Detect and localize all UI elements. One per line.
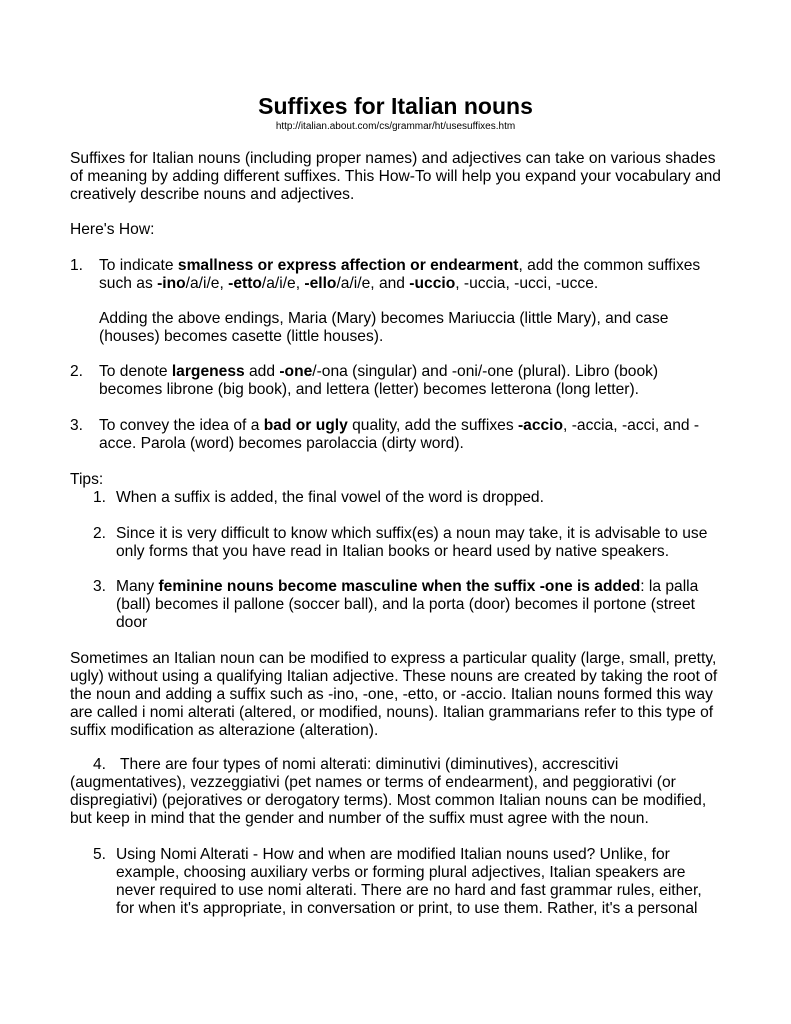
item-number: 4. [93,756,107,773]
tip-number: 1. [93,489,107,506]
tip-number: 2. [93,525,107,542]
alterati-paragraph: Sometimes an Italian noun can be modified to express a particular quality (large, small, pretty, ugly) without using a qualifying Italian adjective. These nouns are created by taking the root of the noun and adding a suffix such as -ino, -one, -etto, or -accio. Italian nouns formed this way are called i nomi alterati (altered, or modified, nouns). Italian grammarians refer to this type of suffix modification as alterazione (alteration). [70,650,718,739]
tip-number: 3. [93,578,107,595]
item-number: 5. [93,846,107,863]
tip-text: Since it is very difficult to know which suffix(es) a noun may take, it is advisable to use only forms that you have read in Italian books or heard used by native speakers. [116,525,708,560]
heres-how-heading: Here's How: [70,221,155,238]
item-text: There are four types of nomi alterati: diminutivi (diminutives), accrescitivi (augmentatives), vezzeggiativi (pet names or terms of endearment), and peggiorativi (or dispregiativi) (pejoratives or derogatory terms). Most common Italian nouns can be modified, but keep in mind that the gender and number of the suffix must agree with the noun. [70,756,707,827]
step-extra-text: Adding the above endings, Maria (Mary) becomes Mariuccia (little Mary), and case (houses) becomes casette (little houses). [99,310,669,345]
intro-paragraph: Suffixes for Italian nouns (including proper names) and adjectives can take on various shades of meaning by adding different suffixes. This How-To will help you expand your vocabulary and creatively describe nouns and adjectives. [70,150,721,203]
step-number: 2. [70,363,84,380]
step-text: To indicate smallness or express affection or endearment, add the common suffixes such as -ino/a/i/e, -etto/a/i/e, -ello/a/i/e, and -uccio, -uccia, -ucci, -ucce. [99,257,701,292]
step-text: To convey the idea of a bad or ugly quality, add the suffixes -accio, -accia, -acci, and - acce. Parola (word) becomes parolaccia (dirty word). [99,417,700,452]
step-number: 1. [70,257,84,274]
tips-heading: Tips: [70,471,104,488]
source-url: http://italian.about.com/cs/grammar/ht/usesuffixes.htm [275,121,516,132]
step-number: 3. [70,417,84,434]
item-text: Using Nomi Alterati - How and when are modified Italian nouns used? Unlike, for example, choosing auxiliary verbs or forming plural adjectives, Italian speakers are never required to use nomi alterati. There are no hard and fast grammar rules, either, for when it's appropriate, in conversation or print, to use them. Rather, it's a personal [116,846,702,917]
page-title: Suffixes for Italian nouns [258,93,533,119]
tip-text: When a suffix is added, the final vowel of the word is dropped. [116,489,544,506]
tip-text: Many feminine nouns become masculine when the suffix -one is added: la palla (ball) becomes il pallone (soccer ball), and la porta (door) becomes il portone (street door [116,578,699,631]
step-text: To denote largeness add -one/-ona (singular) and -oni/-one (plural). Libro (book) becomes librone (big book), and lettera (letter) becomes letterona (long letter). [99,363,659,398]
